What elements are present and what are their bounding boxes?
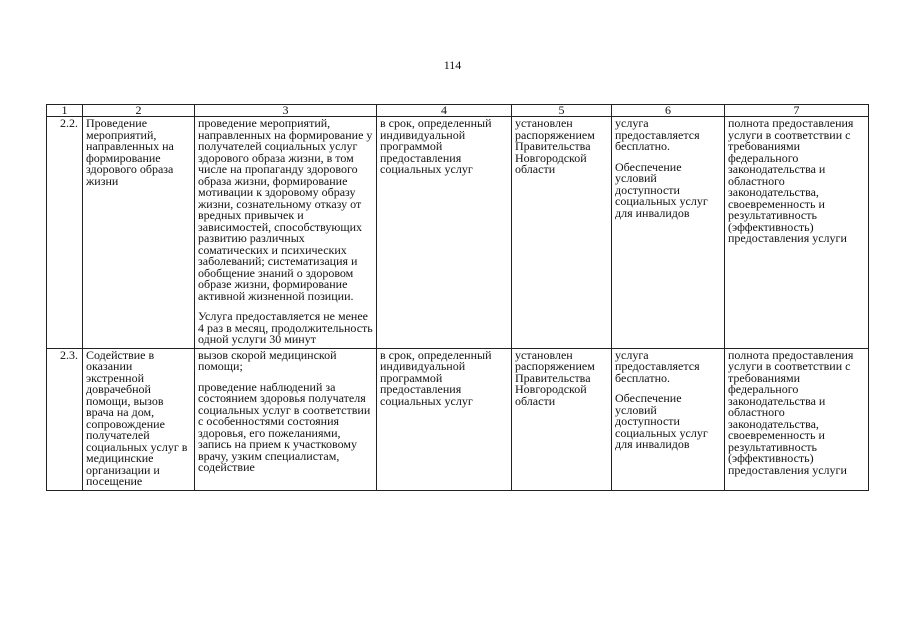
description-text: проведение мероприятий, направленных на формирование у получателей социальных услуг здорового образа жизни, в том числе на пропаганду здорового образа жизни, формирование мотивации к здоровому образу жизни, сознательному отказу от вредных привычек и зависимостей, способствующих развитию различных соматических и психических заболеваний; систематизация и обобщение знаний о здоровом образе жизни, формирование активной жизненной позиции. bbox=[198, 116, 373, 303]
conditions-extra: Обеспечение условий доступности социальных услуг для инвалидов bbox=[615, 159, 708, 220]
conditions-extra: Обеспечение условий доступности социальных услуг для инвалидов bbox=[615, 391, 708, 451]
service-name: Содействие в оказании экстренной доврачебной помощи, вызов врача на дом, сопровождение получателей социальных услуг в медицинские организации и посещение bbox=[83, 348, 195, 490]
service-name: Проведение мероприятий, направленных на формирование здорового образа жизни bbox=[83, 117, 195, 349]
column-header: 7 bbox=[725, 105, 869, 117]
service-conditions bbox=[612, 348, 725, 490]
description-extra: проведение наблюдений за состоянием здоровья получателя социальных услуг в соответствии с особенностями состояния здоровья, его пожеланиями, запись на прием к участковому врачу, узким специалистам, содействие bbox=[198, 379, 371, 474]
service-term: в срок, определенный индивидуальной программой предоставления социальных услуг bbox=[377, 348, 512, 490]
service-term: в срок, определенный индивидуальной программой предоставления социальных услуг bbox=[377, 117, 512, 349]
conditions-text: услуга предоставляется бесплатно. bbox=[615, 347, 700, 385]
column-header: 6 bbox=[612, 105, 725, 117]
column-header: 5 bbox=[512, 105, 612, 117]
table-row bbox=[47, 117, 869, 349]
description-text: вызов скорой медицинской помощи; bbox=[198, 347, 337, 373]
service-conditions bbox=[612, 117, 725, 349]
column-header: 2 bbox=[83, 105, 195, 117]
column-header: 1 bbox=[47, 105, 83, 117]
service-indicators: полнота предоставления услуги в соответствии с требованиями федерального законодательства и областного законодательства, своевременность и результативность (эффективность) предоставления услуги bbox=[725, 348, 869, 490]
services-table bbox=[46, 104, 869, 491]
table-row bbox=[47, 348, 869, 490]
service-basis: установлен распоряжением Правительства Новгородской области bbox=[512, 117, 612, 349]
table-header-row bbox=[47, 105, 869, 117]
service-basis: установлен распоряжением Правительства Новгородской области bbox=[512, 348, 612, 490]
service-description bbox=[195, 117, 377, 349]
row-number: 2.3. bbox=[47, 348, 83, 490]
page-number: 114 bbox=[443, 58, 462, 72]
service-indicators: полнота предоставления услуги в соответствии с требованиями федерального законодательства и областного законодательства, своевременность и результативность (эффективность) предоставления услуги bbox=[725, 117, 869, 349]
column-header: 3 bbox=[195, 105, 377, 117]
description-extra: Услуга предоставляется не менее 4 раз в месяц, продолжительность одной услуги 30 минут bbox=[198, 309, 373, 346]
column-header: 4 bbox=[377, 105, 512, 117]
row-number: 2.2. bbox=[47, 117, 83, 349]
service-description bbox=[195, 348, 377, 490]
conditions-text: услуга предоставляется бесплатно. bbox=[615, 116, 700, 153]
